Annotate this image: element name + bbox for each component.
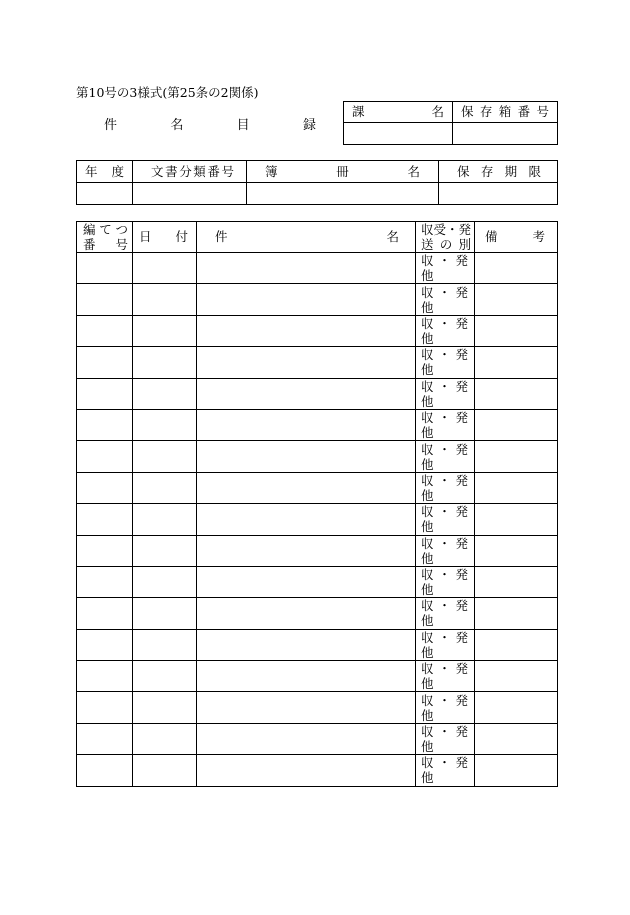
filing-number-cell[interactable]	[77, 409, 133, 440]
receipt-dispatch-cell[interactable]	[416, 535, 475, 566]
table-row	[77, 441, 558, 472]
kind-char: ・	[438, 598, 451, 614]
header-register-name	[247, 161, 439, 183]
table-row	[77, 535, 558, 566]
kind-char: 発	[455, 535, 468, 551]
kind-char: 収	[421, 441, 434, 457]
kind-char: 発	[455, 378, 468, 394]
retention-period-field[interactable]	[439, 183, 558, 205]
header-char: 存	[479, 104, 493, 119]
remarks-cell[interactable]	[475, 472, 558, 503]
subject-cell[interactable]	[197, 472, 416, 503]
receipt-dispatch-cell[interactable]	[416, 629, 475, 660]
receipt-dispatch-cell[interactable]	[416, 723, 475, 754]
kind-other: 他	[421, 425, 434, 441]
table-row	[77, 598, 558, 629]
kind-char: 発	[455, 253, 468, 269]
kind-char: 収	[421, 315, 434, 331]
receipt-dispatch-cell[interactable]	[416, 378, 475, 409]
kind-char: ・	[438, 724, 451, 740]
remarks-cell[interactable]	[475, 315, 558, 346]
document-list-body	[77, 253, 558, 787]
register-info-table	[76, 160, 558, 205]
kind-char: 収	[421, 755, 434, 771]
subject-cell[interactable]	[197, 409, 416, 440]
header-char: て	[99, 222, 112, 237]
date-cell[interactable]	[133, 441, 197, 472]
kind-char: 収	[421, 535, 434, 551]
date-cell[interactable]	[133, 598, 197, 629]
header-char: 冊	[336, 163, 349, 179]
kind-other: 他	[421, 770, 434, 786]
kind-other: 他	[421, 739, 434, 755]
subject-cell[interactable]	[197, 598, 416, 629]
remarks-cell[interactable]	[475, 629, 558, 660]
header-char: 号	[221, 163, 234, 179]
subject-cell[interactable]	[197, 347, 416, 378]
kind-char: 発	[455, 724, 468, 740]
header-char: 年	[85, 163, 98, 179]
table-row	[77, 723, 558, 754]
header-char: 号	[115, 237, 128, 252]
remarks-cell[interactable]	[475, 409, 558, 440]
header-char: 存	[480, 163, 494, 179]
date-cell[interactable]	[133, 535, 197, 566]
header-retention-period	[439, 161, 558, 183]
header-char: 編	[83, 222, 96, 237]
kind-char: 発	[455, 410, 468, 426]
kind-char: 収	[421, 504, 434, 520]
kind-other: 他	[421, 393, 434, 409]
kind-char: ・	[438, 535, 451, 551]
kind-char: 発	[455, 504, 468, 520]
header-char: 番	[83, 237, 96, 252]
kind-char: 発	[455, 472, 468, 488]
table-row	[77, 253, 558, 284]
header-char: 考	[532, 229, 545, 244]
kind-char: 収	[421, 253, 434, 269]
kind-char: ・	[438, 410, 451, 426]
classification-number-field[interactable]	[133, 183, 247, 205]
header-char: 類	[193, 163, 206, 179]
kind-other: 他	[421, 644, 434, 660]
remarks-cell[interactable]	[475, 566, 558, 597]
header-char: 期	[504, 163, 518, 179]
date-cell[interactable]	[133, 409, 197, 440]
kind-other: 他	[421, 519, 434, 535]
filing-number-cell[interactable]	[77, 315, 133, 346]
date-cell[interactable]	[133, 755, 197, 786]
table-row	[77, 409, 558, 440]
receipt-dispatch-cell[interactable]	[416, 598, 475, 629]
receipt-dispatch-cell[interactable]	[416, 441, 475, 472]
receipt-dispatch-cell[interactable]	[416, 347, 475, 378]
document-title	[104, 114, 316, 133]
receipt-dispatch-cell[interactable]	[416, 472, 475, 503]
header-char: 名	[407, 163, 420, 179]
fiscal-year-field[interactable]	[77, 183, 133, 205]
header-classification-number	[133, 161, 247, 183]
kind-char: ・	[438, 315, 451, 331]
receipt-dispatch-cell[interactable]	[416, 315, 475, 346]
header-filing-number	[77, 222, 133, 253]
kind-char: 収	[421, 347, 434, 363]
filing-number-cell[interactable]	[77, 629, 133, 660]
receipt-dispatch-cell[interactable]	[416, 504, 475, 535]
remarks-cell[interactable]	[475, 253, 558, 284]
filing-number-cell[interactable]	[77, 347, 133, 378]
subject-cell[interactable]	[197, 504, 416, 535]
header-receipt-dispatch	[416, 222, 475, 253]
remarks-cell[interactable]	[475, 378, 558, 409]
kind-char: 収	[421, 692, 434, 708]
filing-number-cell[interactable]	[77, 566, 133, 597]
kind-char: 収	[421, 472, 434, 488]
table-row	[77, 755, 558, 786]
filing-number-cell[interactable]	[77, 253, 133, 284]
kind-char: 収	[421, 410, 434, 426]
section-name-field[interactable]	[344, 123, 453, 145]
header-char: 分	[179, 163, 192, 179]
kind-char: ・	[438, 284, 451, 300]
date-cell[interactable]	[133, 566, 197, 597]
table-row	[77, 378, 558, 409]
date-cell[interactable]	[133, 661, 197, 692]
kind-char: ・	[438, 253, 451, 269]
date-cell[interactable]	[133, 723, 197, 754]
kind-char: ・	[438, 472, 451, 488]
kind-char: 収	[421, 629, 434, 645]
filing-number-cell[interactable]	[77, 755, 133, 786]
table-row	[77, 629, 558, 660]
kind-char: ・	[438, 441, 451, 457]
kind-char: 発	[455, 661, 468, 677]
date-cell[interactable]	[133, 504, 197, 535]
header-remarks	[475, 222, 558, 253]
receipt-dispatch-cell[interactable]	[416, 409, 475, 440]
remarks-cell[interactable]	[475, 347, 558, 378]
header-char: 文	[151, 163, 164, 179]
kind-char: 発	[455, 598, 468, 614]
subject-cell[interactable]	[197, 378, 416, 409]
kind-char: 発	[455, 441, 468, 457]
section-box-table	[343, 101, 558, 145]
header-char: 付	[175, 229, 188, 244]
filing-number-cell[interactable]	[77, 535, 133, 566]
subject-cell[interactable]	[197, 566, 416, 597]
remarks-cell[interactable]	[475, 441, 558, 472]
subject-cell[interactable]	[197, 629, 416, 660]
kind-char: 発	[455, 347, 468, 363]
storage-box-number-field[interactable]	[453, 123, 558, 145]
kind-other: 他	[421, 299, 434, 315]
filing-number-cell[interactable]	[77, 284, 133, 315]
kind-char: 発	[455, 315, 468, 331]
kind-char: ・	[438, 629, 451, 645]
header-subject	[197, 222, 416, 253]
subject-cell[interactable]	[197, 441, 416, 472]
kind-char: ・	[438, 504, 451, 520]
filing-number-cell[interactable]	[77, 723, 133, 754]
filing-number-cell[interactable]	[77, 598, 133, 629]
kind-char: 発	[455, 755, 468, 771]
table-row	[77, 692, 558, 723]
kind-other: 他	[421, 330, 434, 346]
date-cell[interactable]	[133, 472, 197, 503]
remarks-cell[interactable]	[475, 284, 558, 315]
filing-number-cell[interactable]	[77, 472, 133, 503]
header-char: 保	[457, 163, 470, 179]
kind-other: 他	[421, 582, 434, 598]
filing-number-cell[interactable]	[77, 661, 133, 692]
document-list-table	[76, 221, 558, 787]
subject-cell[interactable]	[197, 755, 416, 786]
kind-char: 収	[421, 378, 434, 394]
receipt-dispatch-cell[interactable]	[416, 692, 475, 723]
kind-char: ・	[438, 692, 451, 708]
filing-number-cell[interactable]	[77, 504, 133, 535]
kind-char: 発	[455, 629, 468, 645]
kind-other: 他	[421, 613, 434, 629]
receipt-dispatch-cell[interactable]	[416, 566, 475, 597]
header-char: 課	[352, 104, 365, 119]
subject-cell[interactable]	[197, 315, 416, 346]
subject-cell[interactable]	[197, 692, 416, 723]
header-char: 箱	[498, 104, 512, 119]
kind-char: 発	[455, 567, 468, 583]
title-char: 件	[104, 118, 118, 133]
kind-char: 収	[421, 567, 434, 583]
subject-cell[interactable]	[197, 661, 416, 692]
table-row	[77, 284, 558, 315]
kind-other: 他	[421, 268, 434, 284]
header-char: 保	[461, 104, 474, 119]
header-date	[133, 222, 197, 253]
kind-other: 他	[421, 487, 434, 503]
kind-other: 他	[421, 362, 434, 378]
receipt-dispatch-cell[interactable]	[416, 755, 475, 786]
date-cell[interactable]	[133, 347, 197, 378]
header-char: 送	[421, 237, 434, 252]
date-cell[interactable]	[133, 378, 197, 409]
header-char: 件	[215, 229, 228, 244]
kind-char: 発	[455, 692, 468, 708]
kind-other: 他	[421, 707, 434, 723]
header-char: 番	[207, 163, 220, 179]
remarks-cell[interactable]	[475, 535, 558, 566]
remarks-cell[interactable]	[475, 723, 558, 754]
title-char: 目	[236, 118, 250, 133]
kind-char: 収	[421, 724, 434, 740]
header-char: 名	[431, 104, 444, 119]
date-cell[interactable]	[133, 284, 197, 315]
filing-number-cell[interactable]	[77, 441, 133, 472]
kind-char: 収	[421, 284, 434, 300]
header-section-name	[344, 102, 453, 123]
table-row	[77, 504, 558, 535]
header-char: 簿	[265, 163, 278, 179]
date-cell[interactable]	[133, 315, 197, 346]
header-char: 番	[517, 104, 531, 119]
header-char: つ	[115, 222, 128, 237]
kind-other: 他	[421, 456, 434, 472]
kind-char: 発	[455, 284, 468, 300]
title-char: 名	[170, 118, 184, 133]
table-row	[77, 472, 558, 503]
header-fiscal-year	[77, 161, 133, 183]
title-char: 録	[302, 118, 316, 133]
remarks-cell[interactable]	[475, 598, 558, 629]
header-char: 度	[111, 163, 124, 179]
kind-other: 他	[421, 676, 434, 692]
header-char: 収受・発	[421, 222, 472, 237]
remarks-cell[interactable]	[475, 755, 558, 786]
table-row	[77, 347, 558, 378]
header-char: 日	[139, 229, 152, 244]
receipt-dispatch-cell[interactable]	[416, 661, 475, 692]
header-char: 限	[528, 163, 541, 179]
remarks-cell[interactable]	[475, 661, 558, 692]
kind-char: ・	[438, 755, 451, 771]
remarks-cell[interactable]	[475, 504, 558, 535]
subject-cell[interactable]	[197, 535, 416, 566]
kind-char: ・	[438, 567, 451, 583]
table-row	[77, 315, 558, 346]
header-storage-box-number	[453, 102, 558, 123]
date-cell[interactable]	[133, 692, 197, 723]
table-row	[77, 661, 558, 692]
remarks-cell[interactable]	[475, 692, 558, 723]
form-number: 第10号の3様式(第25条の2関係)	[76, 85, 259, 100]
subject-cell[interactable]	[197, 284, 416, 315]
header-char: 書	[165, 163, 178, 179]
filing-number-cell[interactable]	[77, 378, 133, 409]
header-char: 名	[386, 229, 399, 244]
header-char: の	[439, 237, 453, 252]
subject-cell[interactable]	[197, 723, 416, 754]
register-name-field[interactable]	[247, 183, 439, 205]
receipt-dispatch-cell[interactable]	[416, 284, 475, 315]
filing-number-cell[interactable]	[77, 692, 133, 723]
kind-char: ・	[438, 378, 451, 394]
header-char: 号	[536, 104, 549, 119]
header-char: 備	[485, 229, 498, 244]
kind-other: 他	[421, 550, 434, 566]
date-cell[interactable]	[133, 253, 197, 284]
receipt-dispatch-cell[interactable]	[416, 253, 475, 284]
table-row	[77, 566, 558, 597]
subject-cell[interactable]	[197, 253, 416, 284]
kind-char: ・	[438, 661, 451, 677]
header-char: 別	[458, 237, 471, 252]
kind-char: 収	[421, 598, 434, 614]
kind-char: 収	[421, 661, 434, 677]
kind-char: ・	[438, 347, 451, 363]
date-cell[interactable]	[133, 629, 197, 660]
